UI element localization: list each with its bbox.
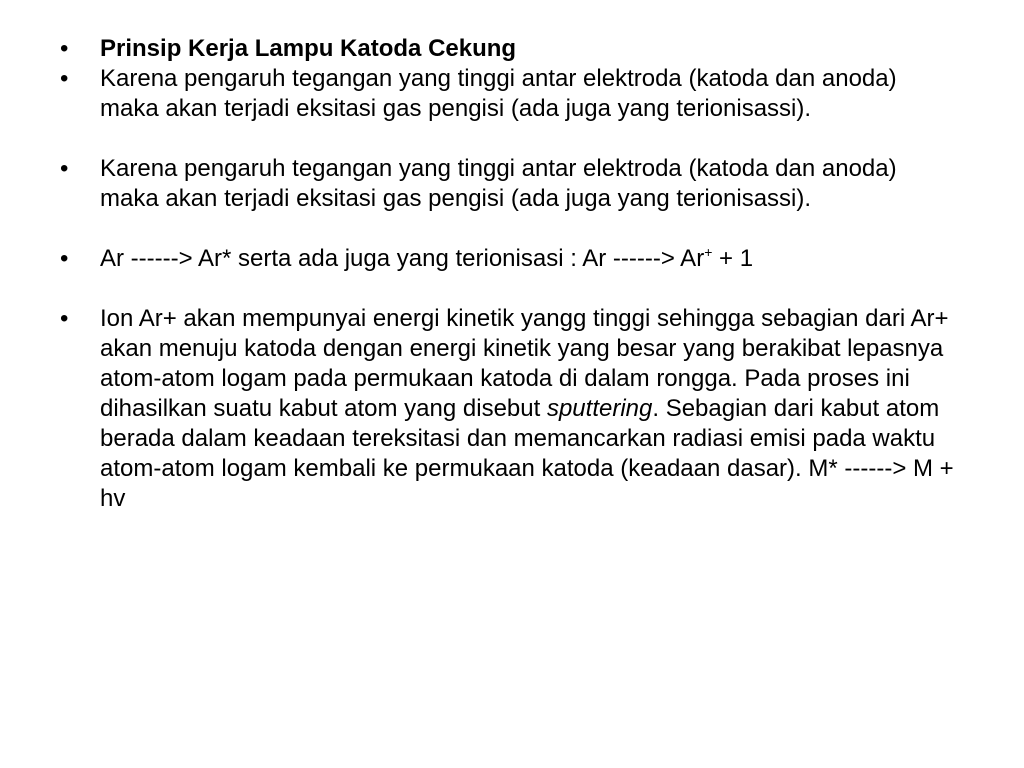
bullet-item-equation (60, 244, 960, 274)
bullet-marker: • (60, 155, 69, 182)
equation-text-end: + 1 (712, 245, 754, 272)
bullet-item (60, 64, 960, 124)
superscript-plus: + (704, 244, 713, 260)
bullet-marker: • (60, 35, 69, 62)
bullet-item (60, 154, 960, 214)
bullet-item-paragraph (60, 304, 960, 514)
bullet-text: Karena pengaruh tegangan yang tinggi antar elektroda (katoda dan anoda) maka akan terjadi eksitasi gas pengisi (ada juga yang terionisassi). (100, 65, 897, 122)
bullet-list (60, 34, 960, 514)
bullet-marker: • (60, 245, 69, 272)
slide-heading: Prinsip Kerja Lampu Katoda Cekung (100, 35, 517, 62)
bullet-marker: • (60, 65, 69, 92)
bullet-text: Karena pengaruh tegangan yang tinggi antar elektroda (katoda dan anoda) maka akan terjadi eksitasi gas pengisi (ada juga yang terionisassi). (100, 155, 897, 212)
paragraph-text-start: Ion Ar+ akan mempunyai energi kinetik yangg tinggi sehingga sebagian dari Ar+ akan menuju katoda dengan energi kinetik yang besar yang berakibat lepasnya atom-atom logam pada permukaan katoda di dalam rongga. Pada proses ini dihasilkan suatu kabut atom yang disebut (100, 305, 949, 422)
bullet-title (60, 34, 960, 64)
paragraph-text-end: . Sebagian dari kabut atom berada dalam keadaan tereksitasi dan memancarkan radiasi emisi pada waktu atom-atom logam kembali ke permukaan katoda (keadaan dasar). M* ------> M + hv (100, 395, 954, 512)
italic-term: sputtering (546, 395, 653, 422)
bullet-marker: • (60, 305, 69, 332)
equation-text: Ar ------> Ar* serta ada juga yang terionisasi : Ar ------> Ar (100, 245, 705, 272)
